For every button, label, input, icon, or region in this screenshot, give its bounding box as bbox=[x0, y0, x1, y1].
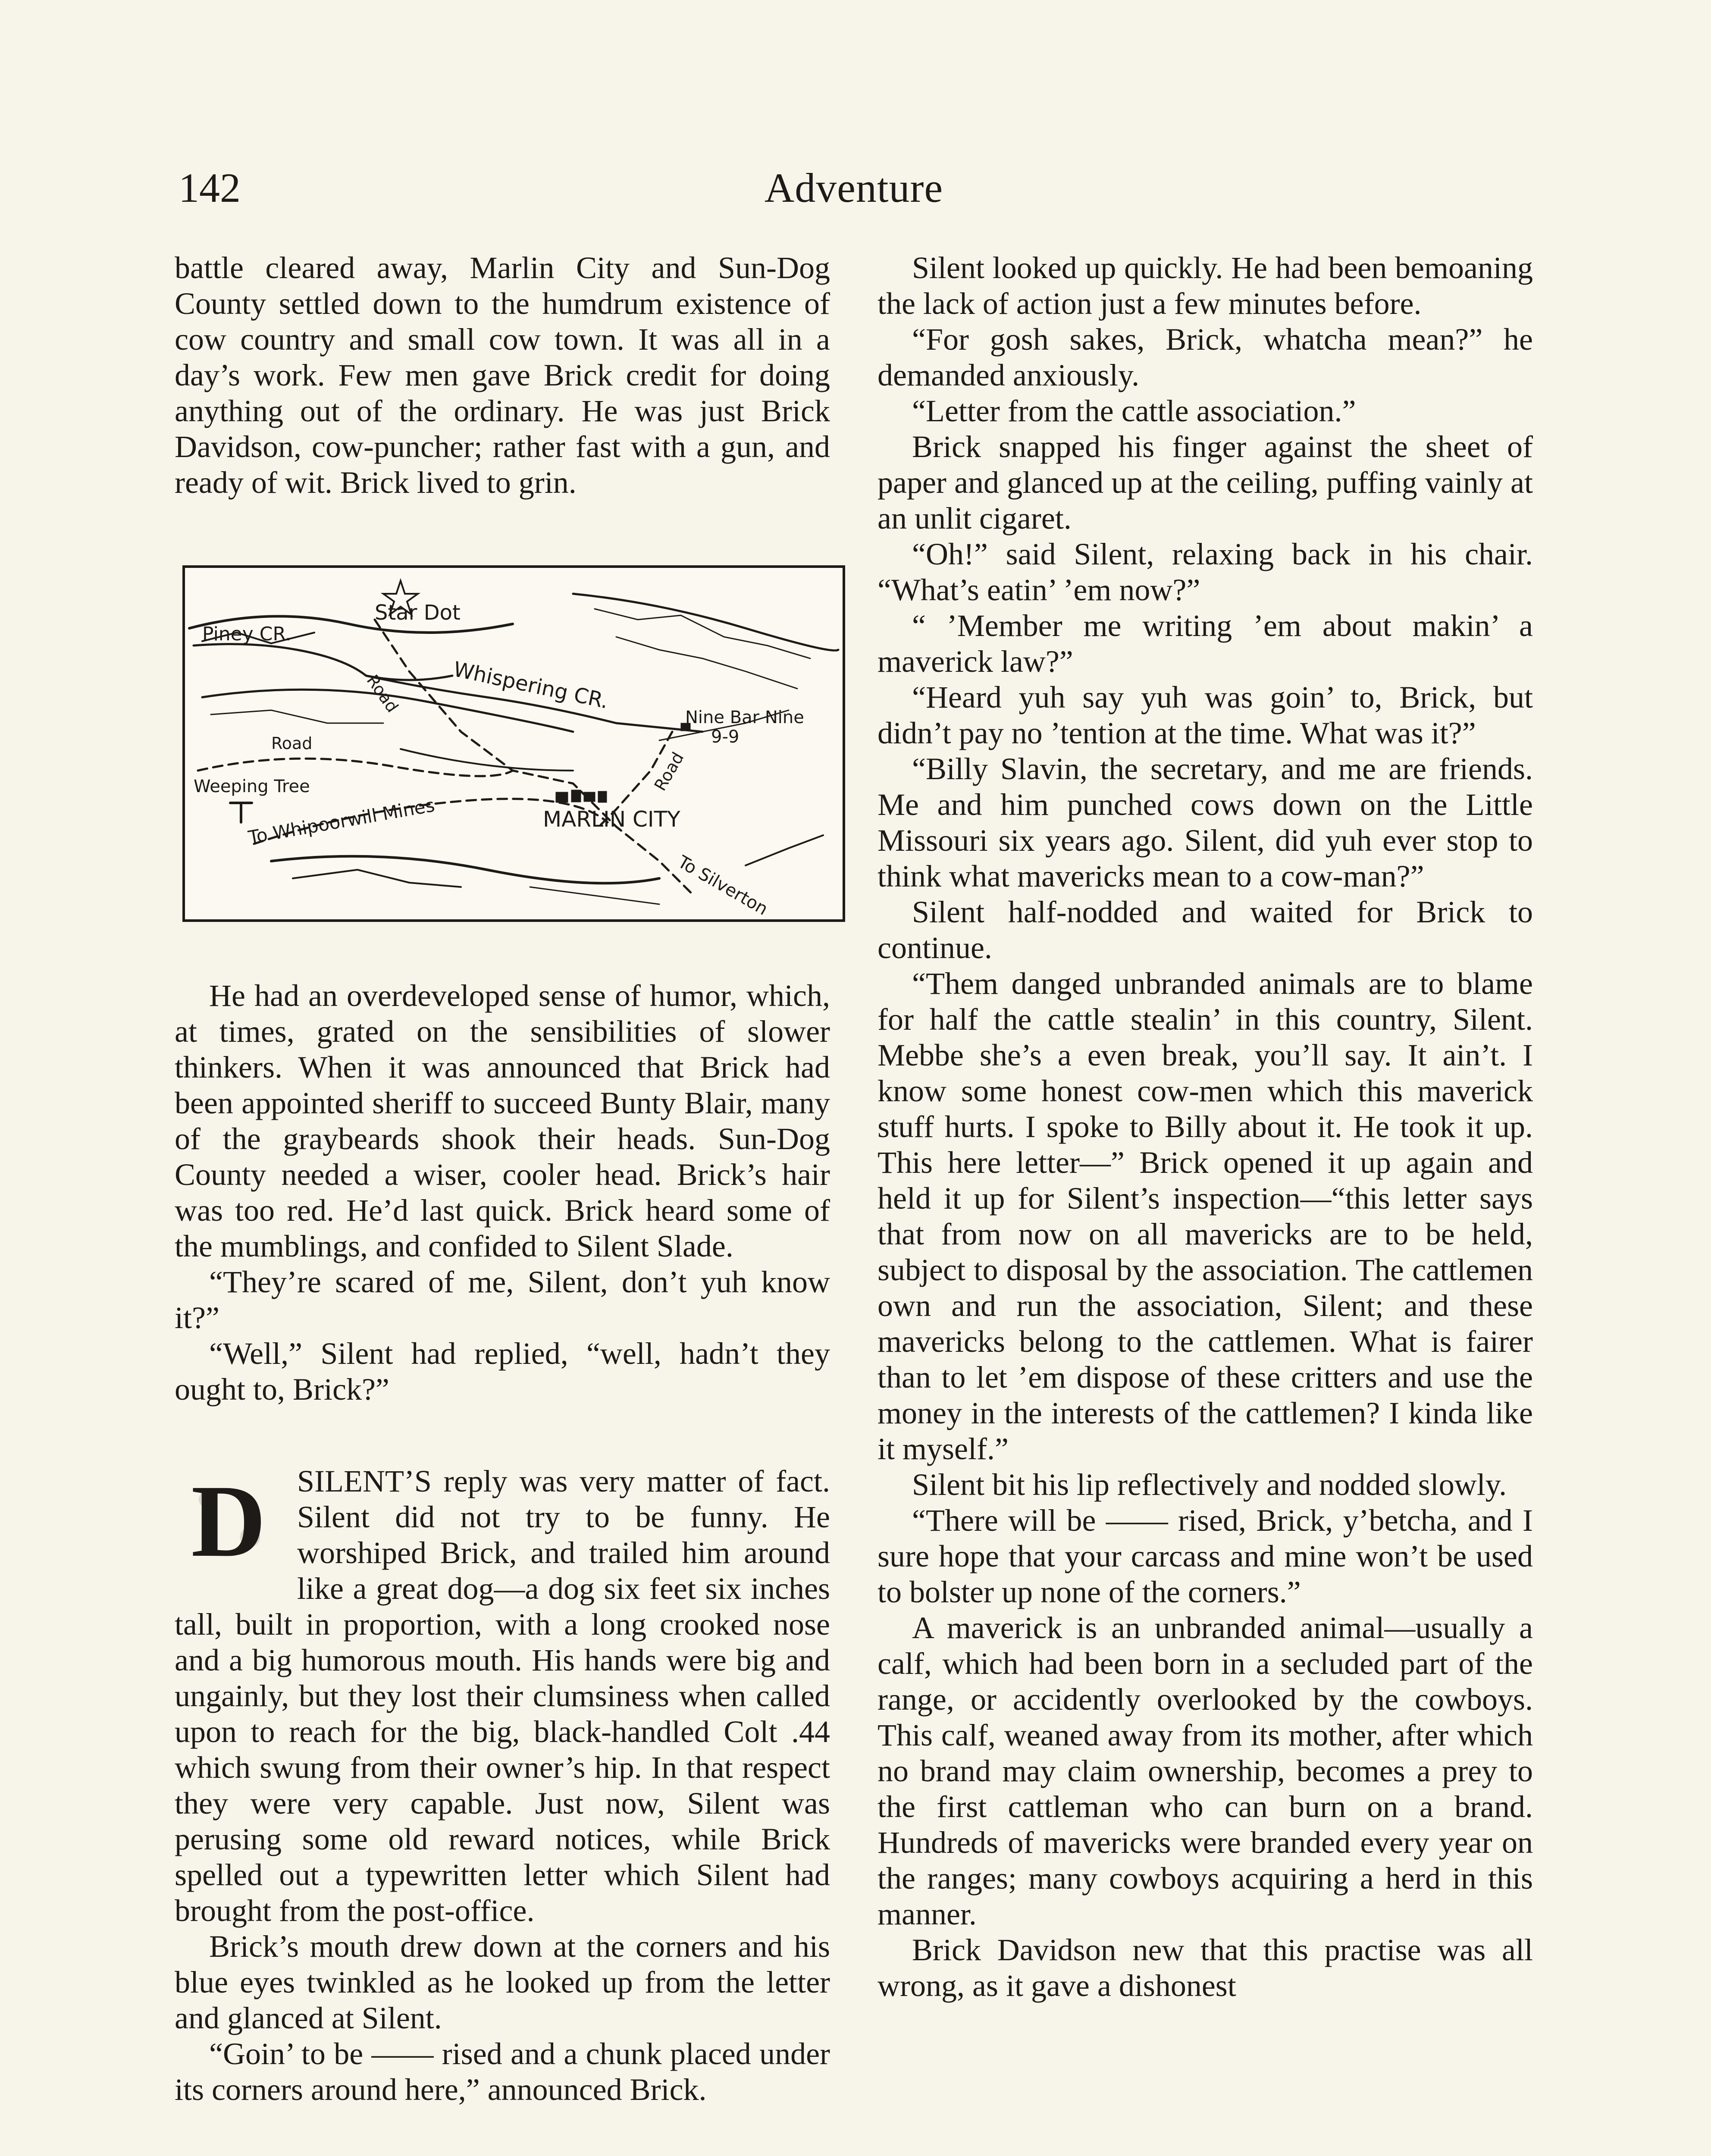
paragraph: A maverick is an unbranded animal—usually a calf, which had been born in a secluded part of the range, or accidently overlooked by the cowboys. This calf, weaned away from its mother, after which no brand may claim ownership, becomes a prey to the first cattleman who can burn on a brand. Hundreds of mavericks were branded every year on the ranges; many cowboys acquiring a herd in this manner. bbox=[877, 1611, 1533, 1931]
map-label-road-right: Road bbox=[650, 749, 688, 794]
hand-drawn-map bbox=[185, 568, 843, 919]
drop-cap-letter: D bbox=[175, 1467, 282, 1575]
map-label-silverton: To Silverton bbox=[674, 852, 771, 919]
map-label-nine-bar-nine: Nine Bar Nine bbox=[685, 708, 804, 727]
paragraph: “There will be —— rised, Brick, y’betcha, and I sure hope that your carcass and mine won’t be used to bolster up none of the corners.” bbox=[877, 1503, 1533, 1609]
paragraph: “Them danged unbranded animals are to blame for half the cattle stealin’ in this country, Silent. Mebbe she’s a even break, you’ll say. It ain’t. I know some honest cow-men which this maverick stuff hurts. I spoke to Billy about it. He took it up. This here letter—” Brick opened it up again and held it up for Silent’s inspection—“this letter says that from now on all mavericks are to be held, subject to disposal by the association. The cattlemen own and run the association, Silent; and these mavericks belong to the cattlemen. What is fairer than to let ’em dispose of these critters and use the money in the interests of the cattlemen? I kinda like it myself.” bbox=[877, 966, 1533, 1466]
map-label-road-upper: Road bbox=[363, 671, 402, 716]
left-column bbox=[175, 250, 830, 2108]
paragraph-text: SILENT’S reply was very matter of fact. Silent did not try to be funny. He worshiped Brick, and trailed him around like a great dog—a dog six feet six inches tall, built in proportion, with a long crooked nose and a big humorous mouth. His hands were big and ungainly, but they lost their clumsiness when called upon to reach for the big, black-handled Colt .44 which swung from their owner’s hip. In that respect they were very capable. Just now, Silent was perusing some old reward notices, while Brick spelled out a typewritten letter which Silent had brought from the post-office. bbox=[175, 1464, 830, 1928]
map-label-weeping-tree: Weeping Tree bbox=[194, 777, 310, 796]
paragraph: “Oh!” said Silent, relaxing back in his chair. “What’s eatin’ ’em now?” bbox=[877, 537, 1533, 607]
paragraph: “They’re scared of me, Silent, don’t yuh know it?” bbox=[175, 1265, 830, 1335]
paragraph: Brick’s mouth drew down at the corners and his blue eyes twinkled as he looked up from the letter and glanced at Silent. bbox=[175, 1929, 830, 2035]
paragraph: “Heard yuh say yuh was goin’ to, Brick, but didn’t pay no ’tention at the time. What was it?” bbox=[877, 680, 1533, 750]
right-column bbox=[877, 250, 1533, 2004]
page-header bbox=[172, 164, 1535, 224]
map-label-piney-creek: Piney CR. bbox=[202, 623, 291, 645]
paragraph: battle cleared away, Marlin City and Sun-Dog County settled down to the humdrum existence of cow country and small cow town. It was all in a day’s work. Few men gave Brick credit for doing anything out of the ordinary. He was just Brick Davidson, cow-puncher; rather fast with a gun, and ready of wit. Brick lived to grin. bbox=[175, 251, 830, 500]
paragraph: “For gosh sakes, Brick, whatcha mean?” he demanded anxiously. bbox=[877, 322, 1533, 392]
ornamental-drop-cap bbox=[175, 1463, 282, 1578]
paragraph: “Letter from the cattle association.” bbox=[912, 394, 1356, 428]
paragraph: Brick Davidson new that this practise was all wrong, as it gave a dishonest bbox=[877, 1933, 1533, 2003]
map-label-road-left: Road bbox=[271, 734, 313, 753]
map-label-star-dot: Star Dot bbox=[375, 601, 461, 625]
map-label-nine-brand: 9-9 bbox=[711, 727, 740, 747]
paragraph: He had an overdeveloped sense of humor, which, at times, grated on the sensibilities of slower thinkers. When it was announced that Brick had been appointed sheriff to succeed Bunty Blair, many of the graybeards shook their heads. Sun-Dog County needed a wiser, cooler head. Brick’s hair was too red. He’d last quick. Brick heard some of the mumblings, and confided to Silent Slade. bbox=[175, 978, 830, 1263]
running-title: Adventure bbox=[764, 165, 943, 211]
paragraph: “Goin’ to be —— rised and a chunk placed under its corners around here,” announced Brick. bbox=[175, 2037, 830, 2107]
paragraph: Silent looked up quickly. He had been bemoaning the lack of action just a few minutes before. bbox=[877, 251, 1533, 321]
paragraph: Silent bit his lip reflectively and nodded slowly. bbox=[912, 1467, 1507, 1502]
page-number: 142 bbox=[179, 165, 241, 211]
map-label-marlin-city: MARLIN CITY bbox=[543, 807, 680, 832]
dropcap-paragraph bbox=[175, 1463, 830, 1929]
paragraph: Silent half-nodded and waited for Brick to continue. bbox=[877, 895, 1533, 965]
map-label-whispering-creek: Whispering CR. bbox=[451, 657, 611, 714]
paragraph: “Well,” Silent had replied, “well, hadn’t they ought to, Brick?” bbox=[175, 1336, 830, 1407]
paragraph: Brick snapped his finger against the sheet of paper and glanced up at the ceiling, puffing vainly at an unlit cigaret. bbox=[877, 429, 1533, 536]
map-label-whippoorwill: To Whipoorwill Mines bbox=[247, 794, 436, 848]
paragraph: “ ’Member me writing ’em about makin’ a maverick law?” bbox=[877, 608, 1533, 679]
paragraph: “Billy Slavin, the secretary, and me are friends. Me and him punched cows down on the Little Missouri six years ago. Silent, did yuh ever stop to think what mavericks mean to a cow-man?” bbox=[877, 752, 1533, 893]
map-illustration bbox=[182, 565, 845, 922]
